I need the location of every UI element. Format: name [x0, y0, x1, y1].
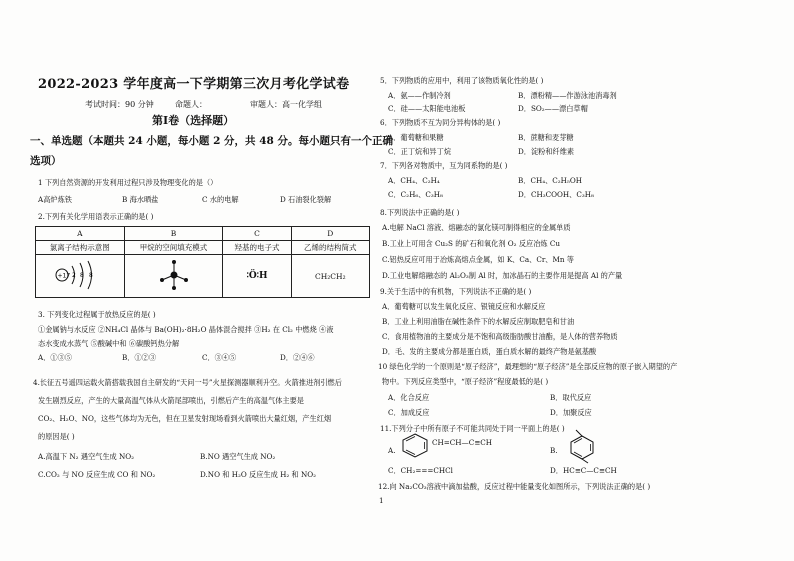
q3-line1: ①金属钠与水反应 ②NH₄Cl 晶体与 Ba(OH)₂·8H₂O 晶体混合搅拌 ③H₂ 在 Cl₂ 中燃烧 ④液: [38, 325, 334, 334]
q10-option-b: B．取代反应: [550, 393, 592, 402]
q1-option-c: C 水的电解: [202, 195, 239, 204]
svg-text:8: 8: [79, 272, 84, 279]
q8-option-a: A.电解 NaCl 溶液、熔融态的氯化镁可制得相应的金属单质: [382, 223, 571, 232]
q9-option-b: B．工业上利用油脂在碱性条件下的水解反应制取肥皂和甘油: [382, 317, 575, 326]
q6-option-a: A．葡萄糖和果糖: [388, 133, 444, 142]
q2-stem: 2.下列有关化学用语表示正确的是( ): [38, 212, 154, 221]
q11-option-b-prefix: B.: [550, 446, 558, 455]
q10-option-d: D．加聚反应: [550, 408, 592, 417]
q7-option-c: C．C₂H₆、C₃H₈: [388, 190, 443, 199]
q9-stem: 9.关于生活中的有机物，下列说法不正确的是( ): [380, 287, 532, 296]
exam-time: 考试时间：90 分钟: [85, 100, 154, 109]
q3-option-c: C．③④⑤: [202, 353, 237, 362]
q11-option-c: C．CH₂===CHCl: [388, 466, 453, 475]
q10-option-a: A．化合反应: [388, 393, 430, 402]
q3-stem: 3. 下列变化过程属于放热反应的是( ): [38, 310, 156, 319]
q4-option-a: A.高温下 N₂ 遇空气生成 NO₂: [38, 452, 135, 461]
q1-stem: 1 下列自然资源的开发利用过程只涉及物理变化的是（）: [38, 178, 218, 187]
reviewer: 审题人：高一化学组: [250, 100, 322, 109]
q2-methane-model: [124, 255, 223, 298]
q11-toluene-ring-b: [562, 428, 602, 464]
q7-option-d: D．CH₃COOH、C₃H₈: [518, 190, 594, 199]
q7-option-b: B．CH₄、C₂H₅OH: [518, 176, 582, 185]
q7-stem: 7．下列各对物质中，互为同系物的是( ): [380, 161, 508, 170]
setter: 命题人：: [175, 100, 207, 109]
svg-text:+17: +17: [57, 272, 70, 280]
q4-line1: 4.长征五号遥四运载火箭搭载我国自主研发的“天问一号”火星探测器顺利升空。火箭推进剂引燃后: [33, 378, 342, 387]
q2-ethylene-formula: CH₂CH₂: [291, 255, 369, 298]
q8-stem: 8.下列说法中正确的是( ): [380, 208, 460, 217]
q1-option-d: D 石油裂化裂解: [280, 195, 332, 204]
q8-option-c: C.铝热反应可用于冶炼高熔点金属，如 K、Ca、Cr、Mn 等: [382, 255, 574, 264]
q2-label-b: 甲烷的空间填充模式: [124, 241, 223, 255]
q6-option-b: B．蔗糖和麦芽糖: [518, 133, 574, 142]
q2-table: [35, 226, 370, 298]
q8-option-b: B.工业上可用含 Cu₂S 的矿石和氧化剂 O₂ 反应冶炼 Cu: [382, 239, 561, 248]
q5-option-a: A．氨——作制冷剂: [388, 91, 451, 100]
q5-option-c: C．硅——太阳能电池板: [388, 104, 466, 113]
q9-option-c: C．食用植物油的主要成分是不饱和高级脂肪酸甘油酯，是人体的营养物质: [382, 332, 618, 341]
q8-option-d: D.工业电解熔融态的 Al₂O₃制 Al 时，加冰晶石的主要作用是提高 Al 的产量: [382, 271, 623, 280]
q2-label-c: 羟基的电子式: [223, 241, 291, 255]
q4-line3: CO₂、H₂O、NO，这些气体均为无色，但在卫星发射现场看到火箭喷出大量红烟，产生红烟: [38, 414, 332, 423]
q12-stem: 12.向 Na₂CO₃溶液中滴加盐酸，反应过程中能量变化如图所示，下列说法正确的是( ): [378, 482, 651, 491]
q4-option-d: D.NO 和 H₂O 反应生成 H₂ 和 NO₂: [200, 470, 317, 479]
q9-option-d: D．毛、发的主要成分都是蛋白质，蛋白质水解的最终产物是氨基酸: [382, 347, 597, 356]
q5-option-d: D．SO₂——漂白草帽: [518, 104, 588, 113]
q6-option-c: C．正丁烷和异丁烷: [388, 147, 452, 156]
q11-stem: 11.下列分子中所有原子不可能共同处于同一平面上的是( ): [380, 424, 565, 433]
part-title: 第Ⅰ卷（选择题）: [152, 114, 235, 127]
q11-option-a-chain: CH=CH—C≡CH: [432, 438, 493, 447]
section-heading-line2: 选项）: [30, 155, 62, 167]
q2-label-d: 乙烯的结构简式: [291, 241, 369, 255]
q1-option-a: A高炉炼铁: [38, 195, 72, 204]
q10-option-c: C．加成反应: [388, 408, 430, 417]
q3-line2: 态水变成水蒸气 ⑤酸碱中和 ⑥碳酸钙热分解: [38, 339, 180, 348]
q5-option-b: B．漂粉精——作游泳池消毒剂: [518, 91, 617, 100]
q10-line1: 10 绿色化学的一个原则是“原子经济”，最理想的“原子经济”是全部反应物的原子嵌入期望的产: [378, 362, 678, 371]
page-number: 1: [379, 496, 384, 505]
q4-option-c: C.CO₂ 与 NO 反应生成 CO 和 NO₂: [38, 470, 156, 479]
q2-hydroxyl-electron-formula: ∶Ö∶H: [223, 255, 291, 298]
svg-text:8: 8: [88, 272, 93, 279]
q2-header-a: A: [36, 227, 125, 241]
q11-option-a-prefix: A.: [388, 446, 396, 455]
svg-text:2: 2: [71, 272, 76, 279]
q4-option-b: B.NO 遇空气生成 NO₂: [200, 452, 276, 461]
q2-header-b: B: [124, 227, 223, 241]
q6-option-d: D．淀粉和纤维素: [518, 147, 575, 156]
q9-option-a: A．葡萄糖可以发生氧化反应、银镜反应和水解反应: [382, 302, 546, 311]
q11-benzene-ring-a: [398, 432, 432, 458]
q3-option-d: D．②④⑥: [280, 353, 315, 362]
q10-line2: 物中。下列反应类型中，“原子经济”程度最低的是( ): [382, 377, 549, 386]
q1-option-b: B 海水晒盐: [122, 195, 159, 204]
q3-option-a: A．①③⑤: [38, 353, 72, 362]
q2-chlorine-ion-diagram: [36, 255, 125, 298]
q4-line4: 的原因是( ): [38, 432, 75, 441]
q2-header-d: D: [291, 227, 369, 241]
q5-stem: 5．下列物质的应用中，利用了该物质氧化性的是( ): [380, 76, 544, 85]
exam-title: 2022-2023 学年度高一下学期第三次月考化学试卷: [38, 77, 350, 92]
q2-label-a: 氯离子结构示意图: [36, 241, 125, 255]
q6-stem: 6．下列物质不互为同分异构体的是( ): [380, 118, 501, 127]
section-heading-line1: 一、单选题（本题共 24 小题，每小题 2 分，共 48 分。每小题只有一个正确: [30, 135, 393, 147]
q3-option-b: B．①②③: [122, 353, 157, 362]
q7-option-a: A．CH₄、C₂H₄: [388, 176, 440, 185]
q2-header-c: C: [223, 227, 291, 241]
q4-line2: 发生剧烈反应，产生的大量高温气体从火箭尾部喷出，引燃后产生的高温气体主要是: [38, 396, 304, 405]
q11-option-d: D．HC≡C—C≡CH: [550, 466, 617, 475]
